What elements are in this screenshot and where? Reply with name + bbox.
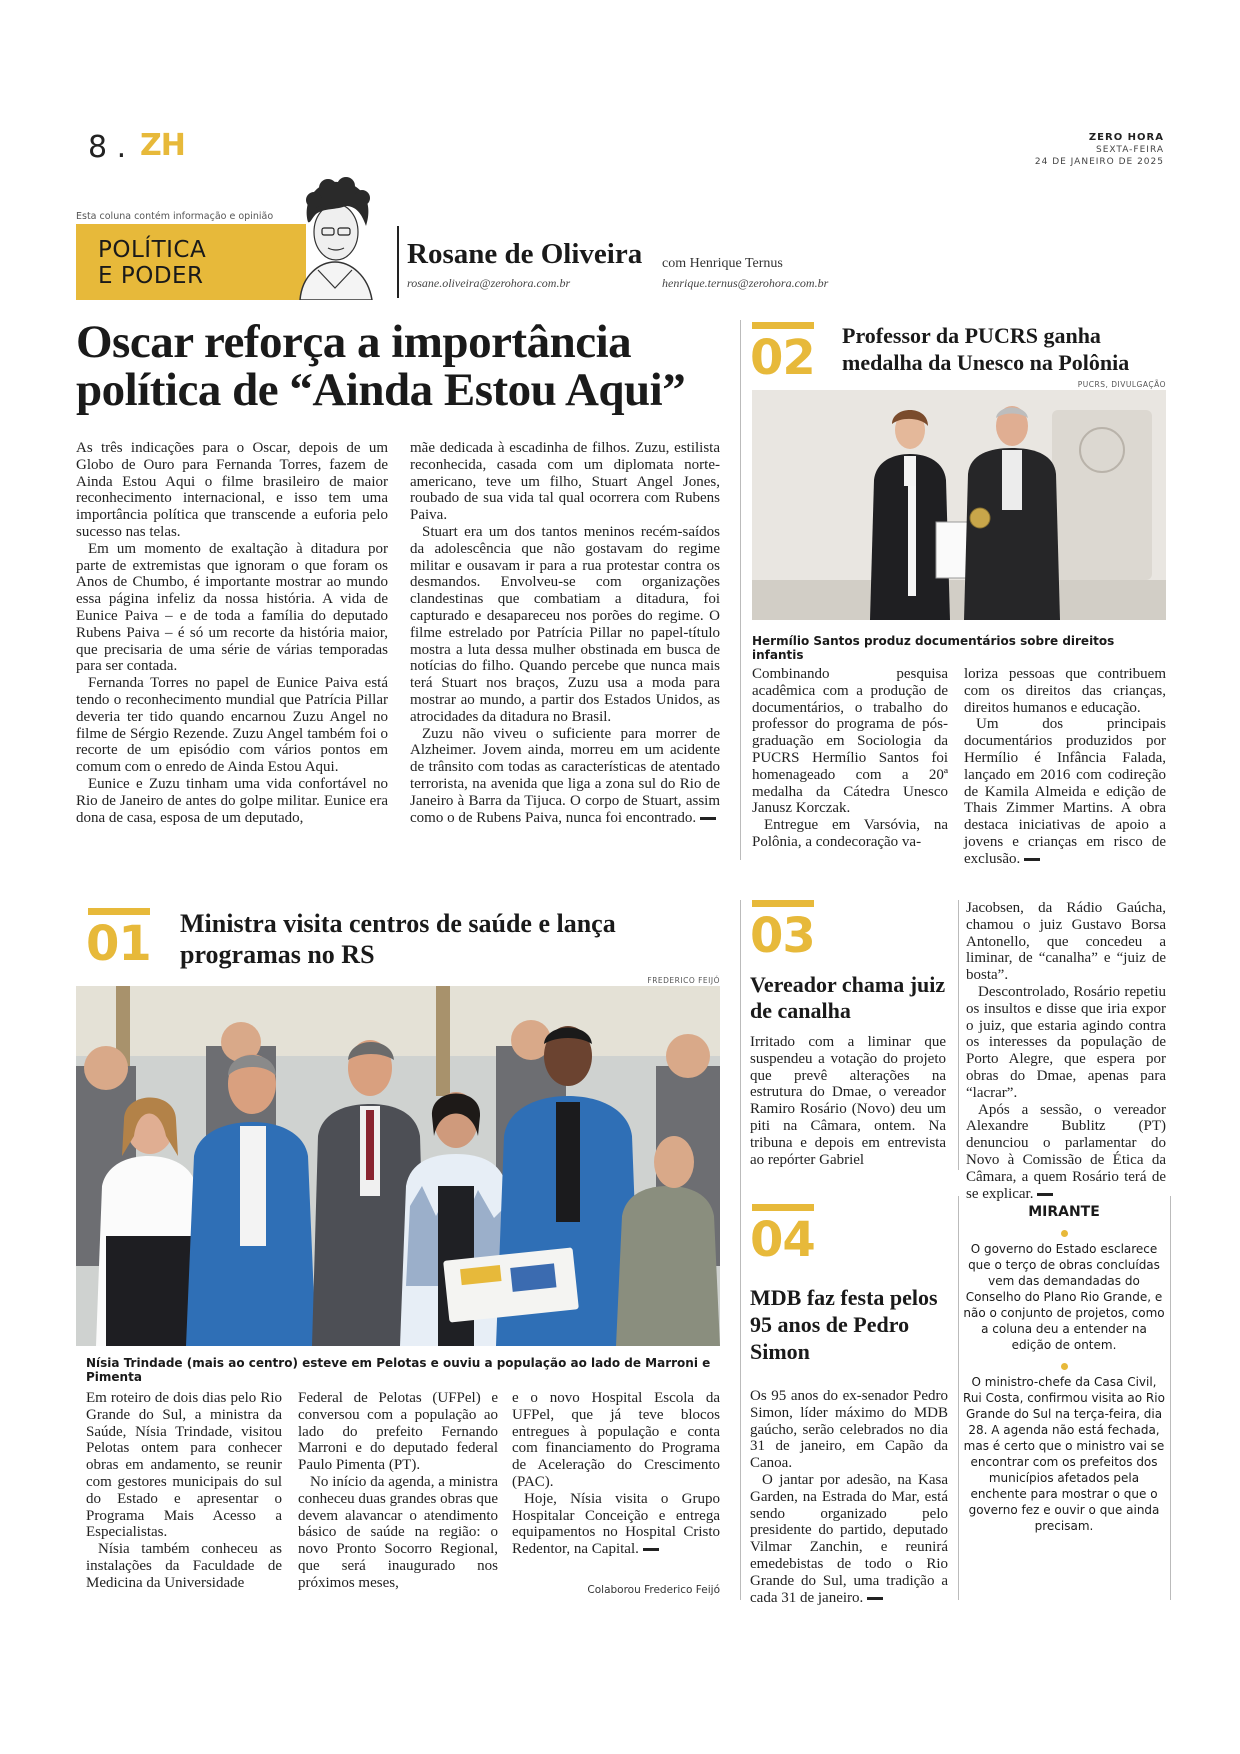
paragraph: Combinando pesquisa acadêmica com a produção de documentários, o trabalho do professor do programa de pós-graduação em Sociologia da PUCRS Hermílio Santos foi homenageado com a 20ª medalha da Cátedra Unesco Janusz Korczak. [752, 666, 948, 817]
story-02-caption: Hermílio Santos produz documentários sobre direitos infantis [752, 634, 1115, 662]
paragraph: loriza pessoas que contribuem com os direitos das crianças, direitos humanos e educação. [964, 666, 1166, 716]
co-author-name: com Henrique Ternus [662, 256, 783, 271]
masthead-day: SEXTA-FEIRA [1096, 145, 1164, 155]
paragraph: Stuart era um dos tantos meninos recém-saídos da adolescência que não gostavam do regime militar e ousavam ir para a rua protestar contra os desmandos. Envolveu-se com organizações clandestinas que combatiam a ditadura, foi capturado e desapareceu nos porões do regime. O filme estrelado por Patrícia Pillar no papel-título mostra a luta dessa mulher obstinada em busca de notícias do filho. Quando percebe que nunca mais terá Stuart nos braços, Zuzu usa a moda para mostrar ao mundo, a partir dos Estados Unidos, as atrocidades da ditadura no Brasil. [410, 523, 720, 725]
column-divider [958, 900, 959, 1170]
masthead-brand: ZERO HORA [1088, 132, 1164, 143]
end-mark [700, 817, 716, 820]
paragraph: No início da agenda, a ministra conheceu duas grandes obras que devem alavancar o atendimento básico de saúde na região: o novo Pronto Socorro Regional, que será inaugurado nos próximos meses, [298, 1473, 498, 1591]
story-01-column-2 [298, 1390, 498, 1592]
paragraph [410, 726, 720, 827]
paragraph: Fernanda Torres no papel de Eunice Paiva está tendo o reconhecimento mundial que Patrícia Pillar deveria ter tido quando encarnou Zuzu Angel no filme de Sérgio Rezende. Zuzu Angel também foi o recorte de um episódio com vários pontos em comum com o enredo de Ainda Estou Aqui. [76, 675, 388, 776]
story-01-column-3 [512, 1390, 720, 1558]
mirante-box [963, 1204, 1165, 1544]
paragraph: Em um momento de exaltação à ditadura por parte de extremistas que ignoram o que foram os Anos de Chumbo, é importante mostrar ao mundo essa página infeliz da nossa história. A vida de Eunice Paiva – e de toda a família do deputado Rubens Paiva – é só um recorte da história maior, que precisaria de uma série de várias temporadas para ser contada. [76, 540, 388, 675]
paragraph-text: Um dos principais documentários produzidos por Hermílio é Infância Falada, lançado em 2016 com codireção de Kamila Almeida e edição de Thais Zimmer Martins. A obra destaca iniciativas de apoio a jovens e crianças em risco de exclusão. [964, 716, 1166, 867]
story-01-headline: Ministra visita centros de saúde e lança programas no RS [180, 909, 616, 969]
paragraph-text: Após a sessão, o vereador Alexandre Bublitz (PT) denunciou o parlamentar do Novo à Comissão de Ética da Câmara, a quem Rosário terá de se explicar. [966, 1101, 1166, 1202]
paragraph: Entregue em Varsóvia, na Polônia, a condecoração va- [752, 817, 948, 850]
story-01-photo-credit: FREDERICO FEIJÓ [647, 976, 720, 985]
paragraph [966, 1102, 1166, 1203]
end-mark [867, 1597, 883, 1600]
mirante-title: MIRANTE [1028, 1204, 1100, 1220]
story-01-bar [88, 908, 150, 915]
masthead [1035, 132, 1164, 168]
author-divider [397, 226, 399, 298]
column-title-line1: POLÍTICA [98, 237, 207, 263]
story-02-column-2 [964, 666, 1166, 868]
story-04-bar [752, 1204, 814, 1211]
story-02-photo-credit: PUCRS, DIVULGAÇÃO [1077, 380, 1166, 389]
paragraph: e o novo Hospital Escola da UFPel, que já teve blocos entregues à população e conta com financiamento do Programa de Aceleração do Crescimento (PAC). [512, 1390, 720, 1490]
paragraph: Descontrolado, Rosário repetiu os insultos e disse que iria expor o juiz, que estaria agindo contra os interesses da população de Porto Alegre, que espera por obras do Dmae, apenas para “lacrar”. [966, 983, 1166, 1101]
story-03-headline: Vereador chama juiz de canalha [750, 972, 946, 1023]
paragraph: As três indicações para o Oscar, depois de um Globo de Ouro para Fernanda Torres, fazem de Ainda Estou Aqui o filme brasileiro de maior reconhecimento internacional, e isso tem uma importância política que transcende a euforia pelo sucesso nas telas. [76, 440, 388, 540]
paragraph: Nísia também conheceu as instalações da Faculdade de Medicina da Universidade [86, 1541, 282, 1591]
paragraph-text: Zuzu não viveu o suficiente para morrer de Alzheimer. Jovem ainda, morreu em um acidente de trânsito com todas as características de atentado terrorista, na avenida que liga a zona sul do Rio de Janeiro à Barra da Tijuca. O corpo de Stuart, assim como o de Rubens Paiva, nunca foi encontrado. [410, 725, 720, 826]
columnist-portrait [280, 170, 390, 300]
story-02-number: 02 [750, 330, 815, 386]
column-divider [740, 900, 741, 1600]
main-headline: Oscar reforça a importância política de “Ainda Estou Aqui” [76, 316, 686, 416]
author-email: rosane.oliveira@zerohora.com.br [407, 276, 571, 290]
page-number: 8 . [88, 130, 127, 165]
main-story-column-2 [410, 440, 720, 826]
end-mark [1024, 858, 1040, 861]
mirante-item: O ministro-chefe da Casa Civil, Rui Costa, confirmou visita ao Rio Grande do Sul na terça-feira, dia 28. A agenda não está fechada, mas é certo que o ministro vai se encontrar com os prefeitos dos municípios afetados pela enchente para mostrar o que o governo fez e ouvir o que ainda precisam. [963, 1375, 1165, 1533]
story-02-bar [752, 322, 814, 329]
paragraph: Jacobsen, da Rádio Gaúcha, chamou o juiz Gustavo Borsa Antonello, que concedeu a liminar, de “canalha” e “juiz de bosta”. [966, 900, 1166, 984]
paragraph: Irritado com a liminar que suspendeu a votação do projeto que prevê alterações na estrutura do Dmae, o vereador Ramiro Rosário (Novo) deu um piti na Câmara, ontem. Na tribuna e depois em entrevista ao repórter Gabriel [750, 1034, 946, 1168]
column-divider [740, 320, 741, 860]
end-mark [1037, 1193, 1053, 1196]
story-02-headline: Professor da PUCRS ganha medalha da Unesco na Polônia [842, 323, 1130, 375]
paragraph [512, 1491, 720, 1558]
story-04-headline: MDB faz festa pelos 95 anos de Pedro Simon [750, 1285, 938, 1364]
column-title-line2: E PODER [98, 263, 204, 289]
zh-logo: ZH [140, 128, 185, 163]
story-02-column-1 [752, 666, 948, 851]
co-author-email: henrique.ternus@zerohora.com.br [662, 276, 829, 290]
paragraph [750, 1472, 948, 1606]
story-02-photo [752, 390, 1166, 620]
column-divider [1170, 1196, 1171, 1600]
story-01-photo [76, 986, 720, 1346]
story-03-number: 03 [750, 908, 815, 964]
story-01-caption: Nísia Trindade (mais ao centro) esteve em Pelotas e ouviu a população ao lado de Marroni e Pimenta [86, 1356, 711, 1384]
paragraph-text: O jantar por adesão, na Kasa Garden, na Estrada do Mar, está sendo organizado pelo presidente do partido, deputado Vilmar Zanchin, e reunirá emedebistas de todo o Rio Grande do Sul, uma tradição a cada 31 de janeiro. [750, 1471, 948, 1606]
story-03-column-2 [966, 900, 1166, 1202]
column-note: Esta coluna contém informação e opinião [76, 211, 274, 222]
story-01-column-1 [86, 1390, 282, 1592]
story-01-number: 01 [86, 916, 151, 972]
bullet-dot-icon [1061, 1363, 1068, 1370]
story-04-column-1 [750, 1388, 948, 1606]
paragraph: mãe dedicada à escadinha de filhos. Zuzu, estilista reconhecida, casada com um diplomata norte-americano, teve um filho, Stuart Angel Jones, roubado de sua vida tal qual ocorrera com Rubens Paiva. [410, 440, 720, 524]
story-01-contributor: Colaborou Frederico Feijó [587, 1584, 720, 1596]
paragraph [964, 716, 1166, 867]
author-name: Rosane de Oliveira [407, 238, 643, 270]
story-03-bar [752, 900, 814, 907]
paragraph: Os 95 anos do ex-senador Pedro Simon, líder máximo do MDB gaúcho, serão celebrados no dia 31 de janeiro, em Capão da Canoa. [750, 1388, 948, 1472]
column-divider [958, 1196, 959, 1600]
mirante-item: O governo do Estado esclarece que o terço de obras concluídas vem das demandadas do Conselho do Plano Rio Grande, e não o conjunto de projetos, como a coluna deu a entender na edição de ontem. [963, 1242, 1165, 1352]
paragraph: Eunice e Zuzu tinham uma vida confortável no Rio de Janeiro de antes do golpe militar. Eunice era dona de casa, esposa de um deputado, [76, 775, 388, 826]
story-03-column-1 [750, 1034, 946, 1168]
masthead-date: 24 DE JANEIRO DE 2025 [1034, 157, 1164, 167]
story-04-number: 04 [750, 1212, 815, 1268]
paragraph: Em roteiro de dois dias pelo Rio Grande do Sul, a ministra da Saúde, Nísia Trindade, visitou Pelotas ontem para conhecer obras em andamento, se reunir com gestores municipais do sul do Estado e apresentar o Programa Mais Acesso a Especialistas. [86, 1390, 282, 1541]
bullet-dot-icon [1061, 1230, 1068, 1237]
paragraph-text: Hoje, Nísia visita o Grupo Hospitalar Conceição e entrega equipamentos no Hospital Cristo Redentor, na Capital. [512, 1490, 720, 1558]
end-mark [643, 1548, 659, 1551]
paragraph: Federal de Pelotas (UFPel) e conversou com a população ao lado do prefeito Fernando Marroni e do deputado federal Paulo Pimenta (PT). [298, 1390, 498, 1474]
column-title [98, 237, 206, 289]
main-story-column-1 [76, 440, 388, 826]
